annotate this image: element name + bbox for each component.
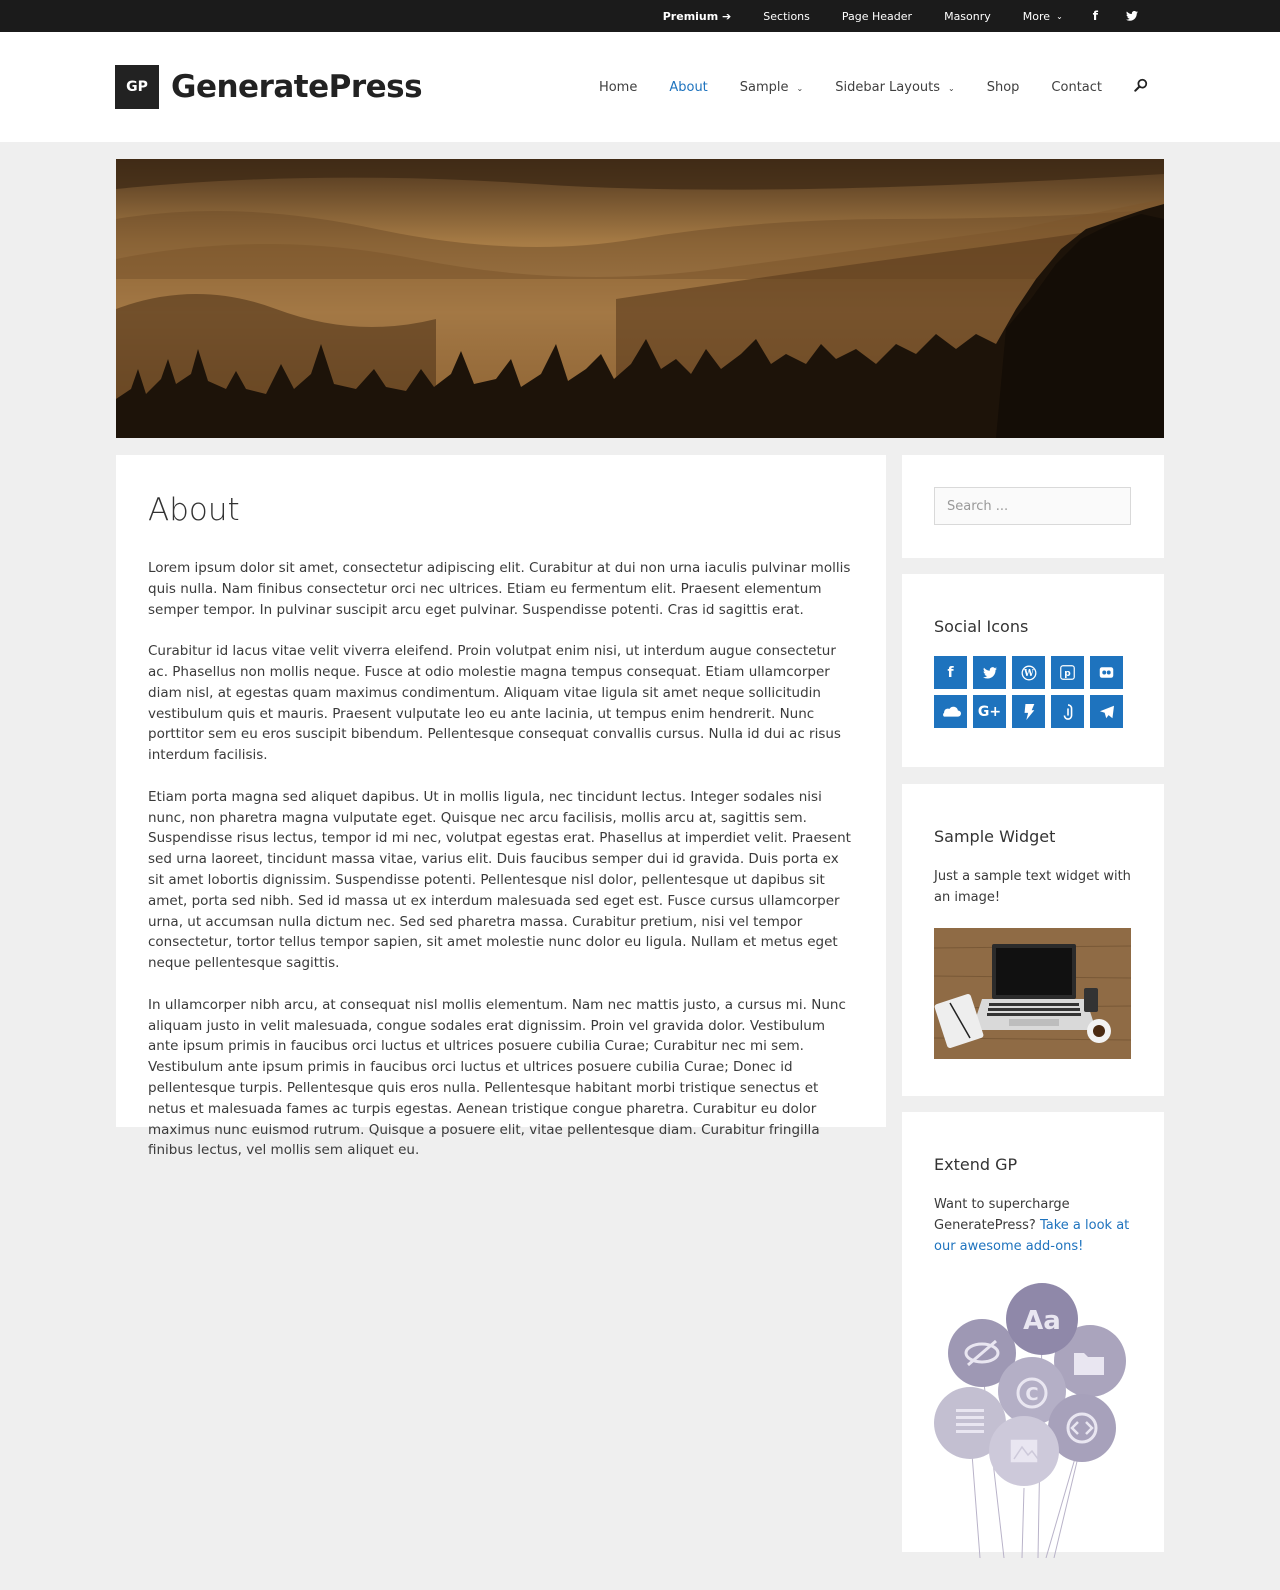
widget-text: Just a sample text widget with an image! — [934, 869, 1131, 905]
telegram-icon[interactable] — [1090, 695, 1123, 728]
widget-text — [934, 1194, 1132, 1257]
nav-item-sample[interactable] — [724, 80, 819, 95]
nav-item-sidebar-layouts[interactable] — [819, 80, 970, 95]
twitter-icon[interactable] — [973, 656, 1006, 689]
typography-icon: Aa — [1023, 1306, 1061, 1336]
nav-item-sample-label: Sample — [739, 79, 789, 95]
main-nav — [583, 32, 1160, 142]
topbar-item-masonry[interactable]: Masonry — [944, 9, 991, 23]
addon-balloons-illustration — [934, 1283, 1131, 1558]
extend-gp-widget — [902, 1112, 1164, 1552]
secondary-nav — [647, 0, 1152, 32]
pinterest-icon[interactable] — [1051, 656, 1084, 689]
social-icons-widget — [902, 574, 1164, 767]
header-image — [116, 159, 1164, 438]
laptop-on-desk-illustration — [934, 928, 1131, 1059]
search-widget — [902, 455, 1164, 558]
topbar-item-more[interactable] — [1007, 0, 1079, 32]
facebook-icon[interactable]: f — [1092, 9, 1098, 23]
page-content — [116, 455, 886, 1159]
stumbleupon-icon[interactable] — [1051, 695, 1084, 728]
wordpress-icon[interactable] — [1012, 656, 1045, 689]
site-title[interactable]: GeneratePress — [171, 69, 423, 105]
topbar-item-sections[interactable]: Sections — [763, 9, 810, 23]
widget-title: Extend GP — [934, 1155, 1018, 1174]
content-paragraph: Lorem ipsum dolor sit amet, consectetur adipiscing elit. Curabitur at dui non urna iaculis pulvinar mollis quis nulla. Nam finibus consectetur orci nec ultrices. Etiam eu fermentum elit. Praesent elementum semper tempor. In pulvinar suscipit arcu eget pulvinar. Suspendisse potenti. Cras id sagittis erat. — [148, 560, 851, 618]
content-paragraph: Curabitur id lacus vitae velit viverra eleifend. Proin volutpat enim nisi, ut interdum augue consectetur ac. Phasellus non mollis neque. Fusce at odio molestie magna tempus consequat. Etiam ullamcorper diam nisl, at egestas quam maximus condimentum. Aliquam vitae ligula sit amet neque sollicitudin vestibulum quis et mauris. Praesent vulputate leo eu ante lacinia, ut tempus enim hendrerit. Nunc porttitor sem eu eros suscipit bibendum. Pellentesque consequat convallis cursus. Nulla id dui ac risus interdum facilisis. — [148, 643, 841, 764]
add-ons-link[interactable]: Take a look at our awesome add-ons! — [934, 1218, 1130, 1254]
search-icon[interactable] — [1118, 78, 1160, 96]
page-title: About — [148, 492, 240, 528]
image-icon — [1010, 1439, 1038, 1463]
extend-text: Want to supercharge GeneratePress? — [934, 1197, 1070, 1233]
soundcloud-icon[interactable] — [934, 695, 967, 728]
flickr-icon[interactable] — [1090, 656, 1123, 689]
widget-title: Sample Widget — [934, 827, 1056, 846]
content-paragraph: Etiam porta magna sed aliquet dapibus. Ut in mollis ligula, nec tincidunt lectus. Integer sodales nisi nunc, non pharetra magna vulputate eget. Quisque nec arcu facilisis, mollis arcu at, sagittis sem. Suspendisse risus lectus, tempor id mi nec, volutpat egestas erat. Phasellus at imperdiet velit. Praesent sed urna laoreet, tincidunt massa vitae, varius elit. Duis faucibus semper dui id gravida. Duis porta ex sit amet lobortis dignissim. Suspendisse potenti. Pellentesque nisl dolor, pellentesque ut dapibus sit amet, porta sed nibh. Sed id massa ut ex interdum malesuada sed eget est. Fusce cursus ullamcorper urna, ut accumsan nulla dictum nec. Sed sed pharetra massa. Curabitur pretium, nisi vel tempor consectetur, tortor tellus tempor sapien, sit amet molestie nunc dolor eu ligula. Nullam et metus eget neque pellentesque sagittis. — [148, 788, 851, 972]
twitter-icon[interactable] — [1112, 0, 1152, 32]
svg-text:W: W — [1023, 668, 1034, 679]
topbar-item-premium[interactable]: Premium ➔ — [662, 9, 732, 23]
chevron-down-icon: ⌄ — [1056, 11, 1063, 21]
topbar-item-more-label: More — [1022, 9, 1051, 23]
content-paragraph: In ullamcorper nibh arcu, at consequat nisl mollis elementum. Nam nec mattis justo, a cursus mi. Nunc aliquam justo in velit malesuada, congue sodales erat dignissim. Proin vel gravida dolor. Vestibulum ante ipsum primis in faucibus orci luctus et ultrices posuere cubilia Curae; Curabitur nec mi sem. Vestibulum ante ipsum primis in faucibus orci luctus et ultrices posuere cubilia Curae; Donec id pellentesque turpis. Pellentesque quis eros nulla. Pellentesque habitant morbi tristique senectus et netus et malesuada fames ac turpis egestas. Aenean tristique congue pharetra. Curabitur eu dolor maximus nunc euismod rutrum. Quisque a posuere elit, vitae pellentesque diam. Curabitur fringilla finibus lectus, vel mollis sem aliquet eu. — [148, 996, 846, 1159]
balloons-graphic — [934, 1283, 1131, 1558]
nav-item-sidebar-layouts-label: Sidebar Layouts — [835, 79, 941, 95]
foursquare-icon[interactable] — [1012, 695, 1045, 728]
misty-hills-landscape — [116, 159, 1164, 438]
svg-text:C: C — [1025, 1384, 1039, 1405]
site-logo[interactable]: GP — [115, 65, 159, 109]
social-icons-grid — [934, 656, 1132, 728]
laptop-image — [934, 928, 1131, 1059]
facebook-icon[interactable]: f — [934, 656, 967, 689]
nav-item-home[interactable]: Home — [598, 79, 638, 95]
google-plus-icon[interactable]: G+ — [973, 695, 1006, 728]
nav-item-about[interactable]: About — [669, 79, 708, 95]
nav-item-shop[interactable]: Shop — [986, 79, 1020, 95]
nav-item-contact[interactable]: Contact — [1051, 79, 1102, 95]
chevron-down-icon: ⌄ — [948, 83, 955, 93]
topbar-item-page-header[interactable]: Page Header — [841, 9, 913, 23]
svg-text:p: p — [1064, 668, 1071, 679]
widget-title: Social Icons — [934, 617, 1029, 636]
top-bar — [0, 0, 1280, 32]
sample-widget — [902, 784, 1164, 1096]
chevron-down-icon: ⌄ — [796, 83, 804, 93]
site-header — [0, 32, 1280, 142]
search-input[interactable]: Search ... — [934, 487, 1131, 525]
